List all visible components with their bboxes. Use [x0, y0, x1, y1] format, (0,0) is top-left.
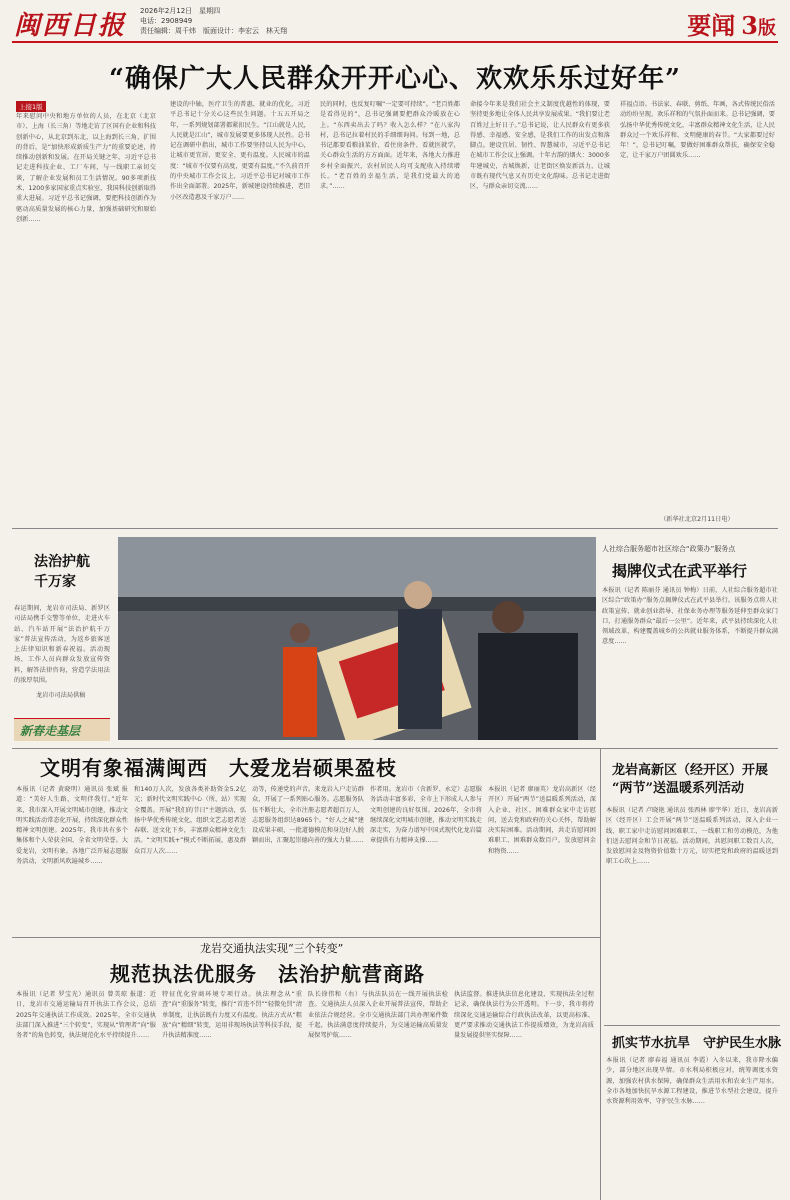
bottom-story-col-4: 执法监督。推进执法信息化建设，实现执法全过程记录，确保执法行为公开透明。下一步，我市将持续深化交通运输综合行政执法改革，以更高标准、更严要求推动交通执法工作提质增效，为龙岩高质量发展提供坚实保障…… — [454, 991, 594, 1040]
lead-photo — [118, 537, 596, 740]
section-name: 要闻 — [687, 11, 736, 40]
bottom-story-col-1: 本报讯（记者 罗宝光）通讯员 曾美琼 报道：近日，龙岩市交通运输局召开执法工作会议，总结2025年交通执法工作成效。2025年，全市交通执法部门深入推进“三个转变”，实现从“管理者”向“服务者”的角色转变，执法规范化水平持续提升…… — [16, 991, 156, 1040]
divider-bottom — [12, 937, 600, 938]
main-story-headline: 文明有象福满闽西 大爱龙岩硕果盈枝 — [40, 756, 397, 780]
divider-lead — [12, 528, 778, 529]
page-label — [687, 6, 776, 40]
divider-right-bottom — [604, 1025, 780, 1026]
masthead — [0, 0, 790, 44]
masthead-rule — [12, 41, 778, 43]
lead-column-1: 年来慰问中央和地方单位的人员，在北京（北京市）、上海（长三角）等地走访了区国有企业和科技创新中心，从北京到东北，以上海到长三角，扩围的背后，是“加快形成新质生产力”的重要论述，持续推动创新和发展。在开局关键之年，习近平总书记走进科技企业、工厂车间，与一线职工亲切交谈，了解企业发展和员工生活情况。90多项新技术、1200多家国家重点实验室，我国科技创新取得重大进展。习近平总书记强调，要把科技创新作为驱动高质量发展的核心力量，加强基础研究和原始创新…… — [16, 113, 156, 223]
lead-column-3: 民的同时，也反复叮嘱“一定要可持续”。“老百姓都是看得见的”，总书记强调要把群众冷暖放在心上。“东西卖出去了吗？收入怎么样？”在八家沟村，总书记拉着村民的手细细询问。每到一地，总书记都要看粮油菜价、看住房条件、看就医就学，关心群众生活的方方面面。近年来，各地大力推进乡村全面振兴，农村居民人均可支配收入持续增长。“老百姓的幸福生活，是我们党最大的追求。”…… — [320, 101, 460, 191]
right-top-text: 本报讯（记者 陈丽芬 通讯员 钟梅）日前，人社综合服务超市社区综合“政策办”服务点揭牌仪式在武平县举行。该服务点将人社政策宣传、就业创业指导、社保业务办理等服务延伸至群众家门口，打通服务群众“最后一公里”。近年来，武平县持续深化人社领域改革，构建覆盖城乡的公共就业服务体系，不断提升群众满意度…… — [602, 587, 778, 646]
ribbon-label: 新春走基层 — [20, 724, 81, 738]
left-box-text: 春运期间，龙岩市司法局、新罗区司法局携手交警等单位，走进火车站、汽车站开展“法治护航千万家”普法宣传活动，为返乡旅客送上法律知识和新春祝福。活动现场，工作人员向群众发放宣传资料，解答法律咨询，营造学法用法的浓厚氛围。 — [14, 605, 110, 684]
masthead-meta-editors: 责任编辑：周千炜 版面设计：李宏云 林天翔 — [140, 27, 287, 35]
page-number: 3 — [741, 11, 758, 40]
left-box-ribbon — [14, 718, 110, 741]
lead-column-2: 建设的中轴，医疗卫生的普惠，就业的优化，习近平总书记十分关心这些民生问题。十五五开局之年，一系列规划部署都紧扣民生。“江山就是人民，人民就是江山”，城市发展要更多体现人民性。总书记在调研中指出，城市工作要坚持以人民为中心，让城市更宜居、更安全、更有温度。人民城市的温度：“城市不仅要有高度，更要有温度。”不久前召开的中央城市工作会议上，习近平总书记对城市工作作出全面部署。2025年，新城建设持续推进，老旧小区改造惠及千家万户…… — [170, 101, 310, 201]
bottom-story-headline: 规范执法优服务 法治护航营商路 — [110, 962, 425, 986]
masthead-meta-phone: 电话：2908949 — [140, 17, 193, 25]
main-story-col-1: 本报讯（记者 黄晓明）通讯员 张斌 报道：“美好人生路，文明伴我行。”近年来，我市深入开展文明城市创建，推动文明实践活动常态化开展，持续深化群众性精神文明创建。2025年，我市共有多个集体和个人荣获全国、全省文明荣誉。大爱龙岩，文明有象。各地广泛开展志愿服务活动，文明新风吹遍城乡…… — [16, 786, 128, 866]
right-bottom-headline: 抓实节水抗旱 守护民生水脉 — [612, 1036, 782, 1051]
left-box-credit: 龙岩市司法局供稿 — [36, 692, 86, 699]
bottom-story-col-2: 特征优化营商环境专项行动。执法理念从“重查”向“重服务”转变，推行“首违不罚”“轻微免罚”清单制度，让执法既有力度又有温度。执法方式从“粗放”向“精细”转变，运用非现场执法等科技手段，提升执法精准度…… — [162, 991, 302, 1040]
right-bottom-text: 本报讯（记者 廖春福 通讯员 李霞）入冬以来，我市降水偏少，部分地区出现旱情。市水利局积极应对，统筹调度水资源，加强农村供水保障，确保群众生活用水和农业生产用水。全市各地加快抗旱水源工程建设，推进节水型社会建设，提升水资源利用效率，守护民生水脉…… — [606, 1057, 778, 1106]
page-unit: 版 — [758, 18, 776, 39]
lead-column-4: 命接今年来是我们社会主义制度优越性的体现，要坚持更多地让全体人民共享发展成果。“我们要让老百姓过上好日子。”总书记说，让人民群众有更多获得感、幸福感、安全感，是我们工作的出发点和落脚点。建设宜居、韧性、智慧城市，习近平总书记在城市工作会议上强调。十年古韵的烟火：3000多年建城史，古城焕新，让老街区焕发新活力，让城市既有现代气息又有历史文化韵味。总书记走进街区，与群众亲切交流…… — [470, 101, 610, 191]
bottom-story-col-3: 队长徐伟和（右）与执法队员在一线开展执法检查。交通执法人员深入企业开展普法宣传，帮助企业依法合规经营。全市交通执法部门共办理案件数千起，执法满意度持续提升，为交通运输高质量发展保驾护航…… — [308, 991, 448, 1040]
lead-source: （新华社北京2月11日电） — [660, 516, 734, 523]
main-story-col-2: 和140万人次，发放各类补助资金5.2亿元；新时代文明实践中心（所、站）实现全覆盖。开展“我们的节日”主题活动，弘扬中华优秀传统文化，组织文艺志愿者送春联、送文化下乡，丰富群众精神文化生活。“文明实践+”模式不断拓展，惠及群众百万人次…… — [134, 786, 246, 855]
lead-tag: 上接1版 — [16, 101, 46, 112]
left-feature-box — [14, 540, 112, 745]
left-box-title: 法治护航 千万家 — [34, 554, 90, 590]
right-mid-text: 本报讯（记者 卢晓艳 通讯员 张西林 廖宇华）近日，龙岩高新区（经开区）工会开展“两节”送温暖系列活动，深入企业一线、职工家中走访慰问困难职工、一线职工和劳动模范，为他们送去慰问金和节日祝福。活动期间，共慰问职工数百人次，发放慰问金及物资价值数十万元，切实把党和政府的温暖送到职工心坎上…… — [606, 807, 778, 866]
lead-column-5: 祥福点语。书法家、春联、剪纸、年画，各式传统民俗活动纷纷呈现，欢乐祥和的气氛扑面而来。总书记强调，要弘扬中华优秀传统文化，丰富群众精神文化生活，让人民群众过一个欢乐祥和、文明健康的春节。“大家都要过好年！”，总书记叮嘱，要做好困难群众帮扶，确保安全稳定，让千家万户团圆欢乐…… — [620, 101, 775, 160]
right-top-kicker: 人社综合服务超市社区综合“政策办”服务点 — [602, 545, 736, 553]
photo-scene — [118, 537, 596, 740]
main-story-col-4: 作者用。龙岩市（含新罗、永定）志愿服务活动丰富多彩，全市上下形成人人参与文明创建的良好氛围。2026年，全市将继续深化文明城市创建，推动文明实践走深走实，为奋力谱写中国式现代化龙岩篇章提供有力精神支撑…… — [370, 786, 482, 845]
right-mid-headline: 龙岩高新区（经开区）开展 “两节”送温暖系列活动 — [612, 763, 769, 796]
lead-headline: “确保广大人民群众开开心心、欢欢乐乐过好年” — [109, 64, 681, 94]
divider-right — [600, 748, 601, 1200]
masthead-meta-date: 2026年2月12日 星期四 — [140, 7, 221, 15]
right-top-headline: 揭牌仪式在武平举行 — [612, 562, 748, 580]
divider-mid — [12, 748, 778, 749]
newspaper-logo: 闽西日报 — [14, 11, 127, 41]
main-story-col-3: 动等，传递党的声音。来龙岩入户走访群众，开展了一系列贴心服务。志愿服务队伍不断壮大，全市注册志愿者超百万人，志愿服务组织达8965个。“好人之城”建设成果丰硕，一批道德模范和身边好人脱颖而出，汇聚起崇德向善的强大力量…… — [252, 786, 364, 845]
bottom-story-kicker: 龙岩交通执法实现“三个转变” — [200, 942, 344, 955]
main-story-col-5: 本报讯（记者 廖丽英）龙岩高新区（经开区）开展“两节”送温暖系列活动，深入企业、社区、困难群众家中走访慰问，送去党和政府的关心关怀，帮助解决实际困难。活动期间，共走访慰问困难职工、困难群众数百户，发放慰问金和物资…… — [488, 786, 596, 855]
